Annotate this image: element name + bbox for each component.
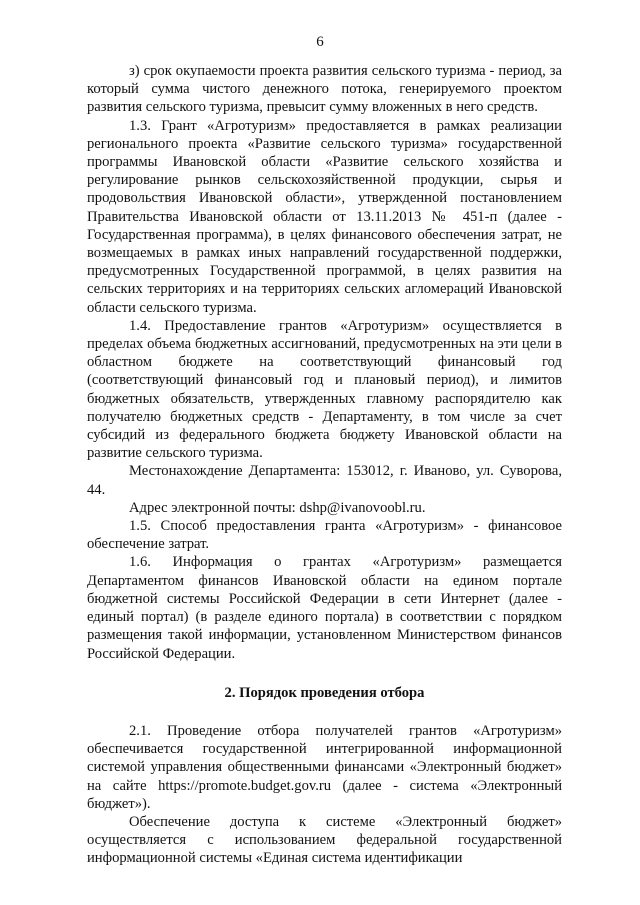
paragraph-department-address: Местонахождение Департамента: 153012, г. Иваново, ул. Суворова, 44. <box>87 463 562 498</box>
section-2-heading: 2. Порядок проведения отбора <box>224 684 425 701</box>
page-number: 6 <box>316 34 324 50</box>
paragraph-1-6-grant-information: 1.6. Информация о грантах «Агротуризм» размещается Департаментом финансов Ивановской области на едином портале бюджетной системы Российской Федерации в сети Интернет (далее - единый портал) (в разделе единого портала) в соответствии с порядком размещения такой информации, установленном Министерством финансов Российской Федерации. <box>87 554 562 662</box>
paragraph-system-access: Обеспечение доступа к системе «Электронный бюджет» осуществляется с использованием федеральной государственной информационной системы «Единая система идентификации <box>87 813 562 867</box>
paragraph-1-4-budget-allocations: 1.4. Предоставление грантов «Агротуризм» осуществляется в пределах объема бюджетных ассигнований, предусмотренных на эти цели в областном бюджете на соответствующий финансовый год (соответствующий финансовый год и плановый период), и лимитов бюджетных обязательств, утвержденных главному распорядителю как получателю бюджетных средств - Департаменту, в том числе за счет субсидий из федерального бюджета бюджету Ивановской области на развитие сельского туризма. <box>87 317 562 462</box>
paragraph-payback-period: з) срок окупаемости проекта развития сельского туризма - период, за который сумма чистого денежного потока, генерируемого проектом развития сельского туризма, превысит сумму вложенных в него средств. <box>87 63 562 116</box>
paragraph-department-email: Адрес электронной почты: dshp@ivanovoobl.ru. <box>129 499 426 516</box>
document-body <box>87 62 562 868</box>
paragraph-1-5-grant-method: 1.5. Способ предоставления гранта «Агротуризм» - финансовое обеспечение затрат. <box>87 518 562 553</box>
paragraph-1-3-grant-purpose: 1.3. Грант «Агротуризм» предоставляется в рамках реализации регионального проекта «Развитие сельского туризма» государственной программы Ивановской области «Развитие сельского хозяйства и регулирование рынков сельскохозяйственной продукции, сырья и продовольствия Ивановской области», утвержденной постановлением Правительства Ивановской области от 13.11.2013 № 451-п (далее - Государственная программа), в целях финансового обеспечения затрат, не возмещаемых в рамках иных направлений государственной поддержки, предусмотренных Государственной программой, в целях развития на сельских территориях и на территориях сельских агломераций Ивановской области сельского туризма. <box>87 117 562 316</box>
paragraph-2-1-selection-system: 2.1. Проведение отбора получателей грантов «Агротуризм» обеспечивается государственной интегрированной информационной системой управления общественными финансами «Электронный бюджет» на сайте https://promote.budget.gov.ru (далее - система «Электронный бюджет»). <box>87 722 562 812</box>
